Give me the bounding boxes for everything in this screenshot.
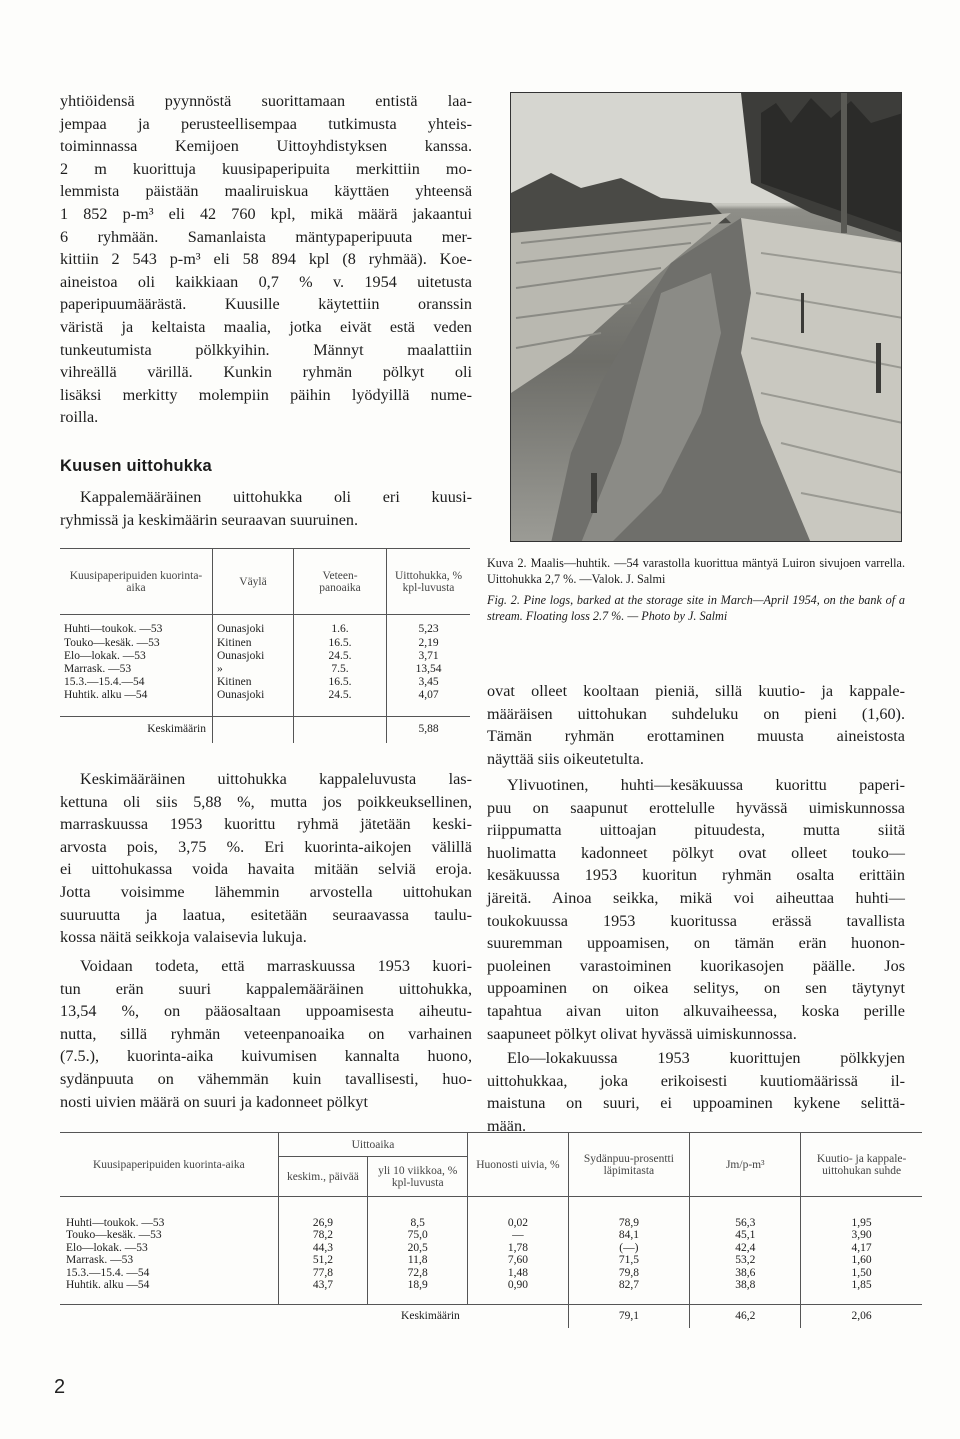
left-intro-paragraph [60,90,472,429]
t1-cell: Kitinen [213,676,294,689]
text-line: puoleinen varastoiminen kuorikasojen päälle. Jos [487,956,905,975]
t1-cell: 24.5. [294,650,387,663]
text-line: nosti uivien määrä on suuri ja kadonneet pölkyt [60,1092,368,1111]
t2-cell: 4,17 [851,1241,872,1254]
text-line: kesäkuussa 1953 kuoritun ryhmän osalta erittäin [487,866,905,885]
t2-cell: 45,1 [690,1229,801,1242]
t1-row [60,663,470,676]
right-body-paragraph-3 [487,1047,905,1137]
t2-cell: 44,3 [278,1242,367,1255]
t1-cell: Kitinen [213,637,294,650]
t2-cell: 82,7 [568,1279,690,1292]
t2-cell: 84,1 [568,1229,690,1242]
text-line: Voidaan todeta, että marraskuussa 1953 kuori- [80,957,472,975]
text-line: 13,54 %, on pääosaltaan uppoamisesta aiheutu- [60,1002,472,1021]
t2-cell: Huhtik. alku —54 [60,1279,278,1292]
t1-cell: Ounasjoki [213,615,294,637]
text-line: toiminnassa Kemijoen Uittoyhdistyksen kanssa. [60,137,472,156]
t2-cell: 1,85 [851,1279,872,1292]
t1-cell: 3,71 [418,649,439,662]
loss-table [60,548,470,743]
t2-header-poor-floaters: Huonosti uivia, % [468,1133,568,1197]
t1-cell: Huhtik. alku —54 [60,689,213,702]
text-line: uppoaminen on oikea selitys, on sen täytynyt [487,979,905,998]
t1-cell: Ounasjoki [213,689,294,702]
t2-header-ratio: Kuutio- ja kappale-uittohukan suhde [801,1133,922,1197]
t1-cell: 2,19 [418,636,439,649]
t2-cell: 72,8 [368,1267,468,1280]
t2-row [60,1217,922,1230]
t2-cell: 1,78 [468,1242,568,1255]
text-line: tapahtua aivan uiton alkuvaiheessa, koska perille [487,1001,905,1020]
text-line: mään. [487,1116,527,1135]
text-line: Jotta voisimme lähemmin arvostella uittohukan [60,882,472,901]
t1-row [60,637,470,650]
text-line: saapuneet pölkyt olivat hyvässä uimiskunnossa. [487,1024,797,1043]
text-line: suuruutta ja laatua, esitetään seuraavassa taulu- [60,905,472,924]
t2-cell: 1,48 [468,1267,568,1280]
photo-caption [487,556,905,624]
t1-summary-label: Keskimäärin [60,717,213,743]
t2-cell: 53,2 [690,1254,801,1267]
caption-english-text: Fig. 2. Pine logs, barked at the storage site in March—April 1954, on the bank of a stream. Floating loss 2.7 %. — Photo by J. Salmi [487,593,905,623]
text-line: määräisen uittohukan suhdeluku on pieni (1,60). [487,704,905,723]
text-line: lemmista päistään maaliruiskua käyttäen yhteensä [60,182,472,201]
text-line: sydänpuuta on vähemmän kuin tavallisesti, huo- [60,1069,472,1088]
t1-row [60,650,470,663]
t1-row [60,615,470,637]
t2-cell: 1,60 [851,1254,872,1267]
t2-cell: 0,90 [468,1279,568,1292]
t2-row [60,1279,922,1292]
t2-cell: 15.3.—15.4. —54 [60,1267,278,1280]
text-line: kossa näitä seikkoja valaisevia lukuja. [60,928,307,947]
t2-summary-ratio: 2,06 [801,1304,922,1328]
t1-cell: 24.5. [294,689,387,702]
text-line: paperipuumäärästä. Kuusille käytettiin oranssin [60,295,472,314]
t1-header-route: Väylä [213,549,294,615]
t2-cell: Touko—kesäk. —53 [60,1229,278,1242]
t2-header-over-10-weeks: yli 10 viikkoa, % kpl-luvusta [368,1157,468,1197]
t2-cell: 56,3 [690,1217,801,1230]
t1-cell: 7.5. [294,663,387,676]
t2-cell: Elo—lokak. —53 [60,1242,278,1255]
t1-cell: 4,07 [418,689,439,702]
t2-cell: 8,5 [368,1217,468,1230]
text-line: tunkeutumista pölkkyihin. Männyt maalattiin [60,340,472,359]
text-line: 1 852 p-m³ eli 42 760 kpl, mikä määrä jakaantui [60,204,472,223]
text-line: roilla. [60,408,99,427]
text-line: nutta, sillä ryhmän veteenpanoaika on varhainen [60,1024,472,1043]
t2-cell: 11,8 [368,1254,468,1267]
t2-summary-heartwood: 79,1 [568,1304,690,1328]
t2-cell: 7,60 [468,1254,568,1267]
t2-cell: 77,8 [278,1267,367,1280]
text-line: puu on saapunut erottelulle hyvässä uimiskunnossa [487,798,905,817]
t2-cell: (—) [568,1242,690,1255]
text-line: huolimatta kadonneet pölkyt ovat olleet touko— [487,843,905,862]
t1-cell: 1.6. [294,615,387,637]
t2-cell: 78,9 [568,1217,690,1230]
t2-header-jm: Jm/p-m³ [690,1133,801,1197]
t1-cell: 16.5. [294,637,387,650]
t2-summary-label: Keskimäärin [60,1304,468,1328]
text-line: tun erän suuri kappalemääräinen uittohukka, [60,979,472,998]
right-body-paragraph-2 [487,774,905,1045]
text-line: suuremman uppoamisen, on tämän erän huonon- [487,934,905,953]
t2-cell: 43,7 [278,1279,367,1292]
t2-cell: 1,95 [851,1216,872,1229]
river-photo-illustration [511,93,902,542]
text-line: Ylivuotinen, huhti—kesäkuussa kuorittu paperi- [507,776,905,794]
text-line: Tämän ryhmän erottaminen muusta aineistosta [487,727,905,746]
text-line: uittohukkaa, joka erikoisesti kuutiomäärissä il- [487,1071,905,1090]
t1-header-launch: Veteen-panoaika [294,549,387,615]
section-heading: Kuusen uittohukka [60,457,212,475]
text-line: (7.5.), kuorinta-aika kuivumisen kannalta huono, [60,1047,472,1066]
text-line: arvosta pois, 3,75 %. Eri kuorinta-aikojen välillä [60,837,472,856]
t1-cell: 15.3.—15.4.—54 [60,676,213,689]
caption-english [487,593,905,624]
text-line: marraskuussa 1953 kuorittu ryhmä jätetään keski- [60,815,472,834]
t2-header-floating-time: Uittoaika [278,1133,468,1157]
t2-cell: 18,9 [368,1279,468,1292]
t1-row [60,676,470,689]
t2-cell: 79,8 [568,1267,690,1280]
river-photo [510,92,902,542]
t2-cell: 20,5 [368,1242,468,1255]
t1-cell: Ounasjoki [213,650,294,663]
text-line: kittiin 2 543 p-m³ eli 58 894 kpl (8 ryhmää). Koe- [60,250,472,269]
t2-cell: 75,0 [368,1229,468,1242]
t2-cell: 1,50 [851,1266,872,1279]
t2-cell: — [468,1229,568,1242]
section-intro-paragraph [60,486,472,531]
t2-row [60,1254,922,1267]
text-line: ryhmissä ja keskimäärin seuraavan suuruinen. [60,510,359,529]
t2-cell: 38,8 [690,1279,801,1292]
text-line: aineistoa oli kaikkiaan 0,7 % v. 1954 uitetusta [60,272,472,291]
text-line: Kappalemääräinen uittohukka oli eri kuusi- [80,488,472,506]
t2-header-period: Kuusipaperipuiden kuorinta-aika [60,1133,278,1197]
t1-cell: Elo—lokak. —53 [60,650,213,663]
t1-header-period: Kuusipaperipuiden kuorinta-aika [60,549,213,615]
t1-header-loss: Uittohukka, % kpl-luvusta [387,549,471,615]
text-line: vihreällä värillä. Kunkin ryhmän pölkyt oli [60,363,472,382]
t1-cell: Marrask. —53 [60,663,213,676]
page-number: 2 [54,1376,66,1398]
t2-row [60,1229,922,1242]
t1-cell: 16.5. [294,676,387,689]
t1-cell: 3,45 [418,676,439,689]
left-body-paragraph-2 [60,955,472,1113]
text-line: ei uittohukassa voida havaita mitään selviä eroja. [60,860,472,879]
text-line: 6 ryhmään. Samanlaista mäntypaperipuuta mer- [60,227,472,246]
t2-cell: 71,5 [568,1254,690,1267]
text-line: toukokuussa 1953 kuoritussa erässä tavallista [487,911,905,930]
t2-header-avg-days: keskim., päivää [278,1157,367,1197]
analysis-table [60,1132,922,1328]
text-line: järeitä. Ainoa seikka, mikä voi aiheuttaa huhti— [487,888,905,907]
t1-cell: Huhti—toukok. —53 [60,615,213,637]
text-line: Keskimääräinen uittohukka kappaleluvusta las- [80,770,472,788]
t2-cell: Marrask. —53 [60,1254,278,1267]
t2-cell: 38,6 [690,1267,801,1280]
text-line: maistuna on suuri, ei uppoaminen kykene selittä- [487,1094,905,1113]
t2-header-heartwood: Sydänpuu-prosentti läpimitasta [568,1133,690,1197]
right-body-paragraph-1 [487,680,905,770]
t2-cell: 3,90 [851,1229,872,1242]
text-line: yhtiöidensä pyynnöstä suorittamaan entistä laa- [60,92,472,110]
t1-cell: Touko—kesäk. —53 [60,637,213,650]
t1-cell: 13,54 [415,662,442,675]
text-line: riippumatta uittoajan pituudesta, mutta siitä [487,821,905,840]
t2-cell: 0,02 [468,1217,568,1230]
text-line: väristä ja keltaista maalia, jotka eivät estä veden [60,317,472,336]
text-line: näyttää siis oikeutetulta. [487,749,644,768]
caption-finnish: Kuva 2. Maalis—huhtik. —54 varastolla kuorittua mäntyä Luiron sivujoen varrella. Uittohukka 2,7 %. —Valok. J. Salmi [487,556,905,586]
t2-cell: Huhti—toukok. —53 [60,1217,278,1230]
text-line: Elo—lokakuussa 1953 kuorittujen pölkkyjen [507,1049,905,1067]
text-line: ovat olleet kooltaan pieniä, sillä kuutio- ja kappale- [487,682,905,700]
t1-summary-value: 5,88 [387,717,471,743]
t2-cell: 42,4 [690,1242,801,1255]
left-body-paragraph-1 [60,768,472,949]
text-line: lisäksi merkitty molempiin päihin lyödyillä nume- [60,385,472,404]
t2-cell: 78,2 [278,1229,367,1242]
text-line: kettuna oli siis 5,88 %, mutta jos poikkeuksellinen, [60,792,472,811]
t2-cell: 26,9 [278,1217,367,1230]
text-line: jempaa ja perusteellisempaa tutkimusta yhteis- [60,114,472,133]
t2-summary-jm: 46,2 [690,1304,801,1328]
t2-row [60,1267,922,1280]
text-line: 2 m kuorittuja kuusipaperipuita merkittiin mo- [60,159,472,178]
t2-row [60,1242,922,1255]
t1-row [60,689,470,702]
t1-cell: » [213,663,294,676]
t2-cell: 51,2 [278,1254,367,1267]
t1-cell: 5,23 [418,623,439,636]
